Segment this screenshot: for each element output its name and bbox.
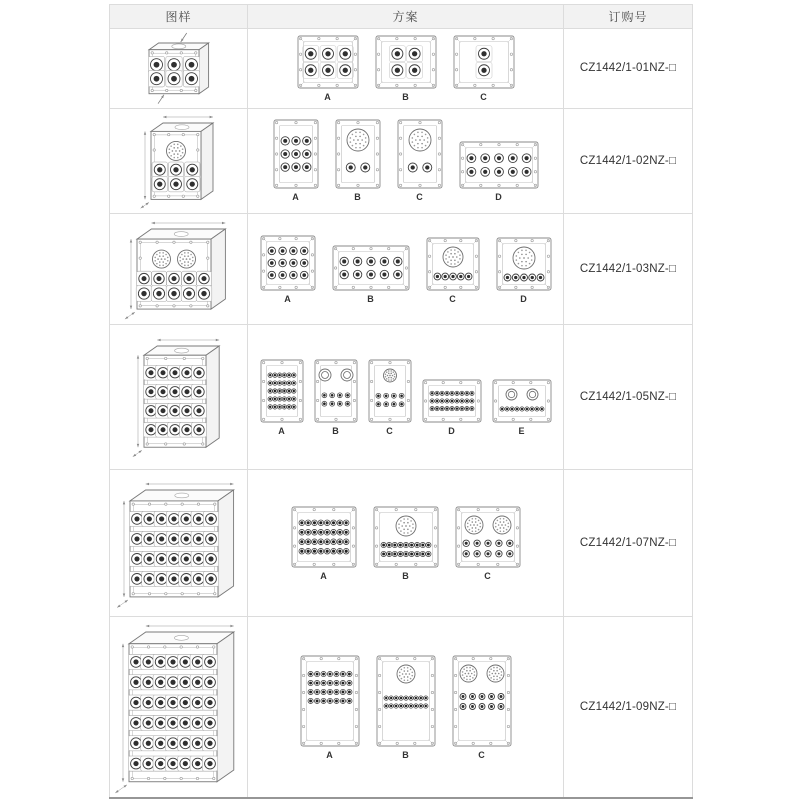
isometric-box-drawing xyxy=(114,476,244,611)
panel-option xyxy=(375,35,437,102)
panel-drawing xyxy=(297,35,359,89)
table-body xyxy=(110,29,693,799)
panel-option xyxy=(422,379,482,436)
table-row xyxy=(110,617,693,799)
panel-option xyxy=(452,655,512,760)
table-row xyxy=(110,325,693,470)
panel-option xyxy=(373,506,439,581)
panel-drawing xyxy=(459,141,539,189)
panel-option xyxy=(368,359,412,436)
panel-drawing xyxy=(368,359,412,423)
panel-drawing xyxy=(260,235,316,291)
panel-option xyxy=(260,359,304,436)
header-row xyxy=(110,5,693,29)
panel-label: C xyxy=(480,91,487,102)
drawing-cell xyxy=(110,108,248,213)
scheme-cell xyxy=(248,108,564,213)
panel-options-row xyxy=(248,35,563,102)
panel-option xyxy=(492,379,552,436)
panel-drawing xyxy=(496,237,552,291)
panel-drawing xyxy=(273,119,319,189)
panel-drawing xyxy=(422,379,482,423)
panel-option xyxy=(300,655,360,760)
panel-label: E xyxy=(518,425,525,436)
scheme-cell xyxy=(248,470,564,617)
panel-options-row xyxy=(248,506,563,581)
panel-label: B xyxy=(402,91,409,102)
panel-option xyxy=(314,359,358,436)
order-number: CZ1442/1-01NZ-□ xyxy=(564,29,693,109)
panel-label: A xyxy=(324,91,331,102)
scheme-cell xyxy=(248,617,564,799)
panel-label: A xyxy=(278,425,285,436)
panel-option xyxy=(291,506,357,581)
panel-options-row xyxy=(248,359,563,436)
panel-label: B xyxy=(402,570,409,581)
order-number: CZ1442/1-09NZ-□ xyxy=(564,617,693,799)
panel-drawing xyxy=(452,655,512,747)
drawing-cell xyxy=(110,325,248,470)
panel-option xyxy=(273,119,319,202)
order-number: CZ1442/1-05NZ-□ xyxy=(564,325,693,470)
panel-option xyxy=(376,655,436,760)
scheme-cell xyxy=(248,214,564,325)
panel-label: D xyxy=(520,293,527,304)
panel-option xyxy=(459,141,539,202)
panel-option xyxy=(496,237,552,304)
panel-drawing xyxy=(260,359,304,423)
isometric-box-drawing xyxy=(128,332,229,461)
drawing-cell xyxy=(110,214,248,325)
panel-drawing xyxy=(376,655,436,747)
panel-option xyxy=(332,245,410,304)
panel-options-row xyxy=(248,655,563,760)
panel-label: D xyxy=(448,425,455,436)
panel-options-row xyxy=(248,235,563,304)
isometric-box-drawing xyxy=(139,29,219,108)
catalog-table xyxy=(109,4,693,799)
order-number: CZ1442/1-02NZ-□ xyxy=(564,108,693,213)
panel-label: C xyxy=(416,192,423,203)
panel-label: C xyxy=(484,570,491,581)
panel-options-row xyxy=(248,119,563,202)
table-row xyxy=(110,29,693,109)
col-header-order: 订购号 xyxy=(564,5,693,29)
panel-label: C xyxy=(386,425,393,436)
panel-label: C xyxy=(449,293,456,304)
panel-label: A xyxy=(292,192,299,203)
panel-drawing xyxy=(375,35,437,89)
drawing-cell xyxy=(110,29,248,109)
order-number: CZ1442/1-03NZ-□ xyxy=(564,214,693,325)
panel-option xyxy=(397,119,443,202)
drawing-cell xyxy=(110,470,248,617)
table-row xyxy=(110,470,693,617)
isometric-box-drawing xyxy=(135,109,223,213)
panel-drawing xyxy=(397,119,443,189)
panel-option xyxy=(335,119,381,202)
panel-option xyxy=(455,506,521,581)
panel-drawing xyxy=(455,506,521,568)
panel-drawing xyxy=(300,655,360,747)
panel-option xyxy=(260,235,316,304)
panel-option xyxy=(297,35,359,102)
table-row xyxy=(110,214,693,325)
panel-label: A xyxy=(284,293,291,304)
col-header-scheme: 方案 xyxy=(248,5,564,29)
col-header-drawing: 图样 xyxy=(110,5,248,29)
table-row xyxy=(110,108,693,213)
panel-drawing xyxy=(453,35,515,89)
panel-drawing xyxy=(335,119,381,189)
panel-label: B xyxy=(354,192,361,203)
panel-label: B xyxy=(402,749,409,760)
panel-option xyxy=(453,35,515,102)
panel-label: D xyxy=(495,192,502,203)
panel-label: A xyxy=(320,570,327,581)
panel-drawing xyxy=(426,237,480,291)
scheme-cell xyxy=(248,325,564,470)
drawing-cell xyxy=(110,617,248,799)
panel-drawing xyxy=(314,359,358,423)
panel-drawing xyxy=(373,506,439,568)
isometric-box-drawing xyxy=(113,618,244,796)
panel-drawing xyxy=(332,245,410,291)
panel-label: A xyxy=(326,749,333,760)
panel-label: C xyxy=(478,749,485,760)
panel-label: B xyxy=(332,425,339,436)
panel-label: B xyxy=(367,293,374,304)
scheme-cell xyxy=(248,29,564,109)
panel-drawing xyxy=(291,506,357,568)
order-number: CZ1442/1-07NZ-□ xyxy=(564,470,693,617)
panel-drawing xyxy=(492,379,552,423)
panel-option xyxy=(426,237,480,304)
isometric-box-drawing xyxy=(121,215,235,323)
